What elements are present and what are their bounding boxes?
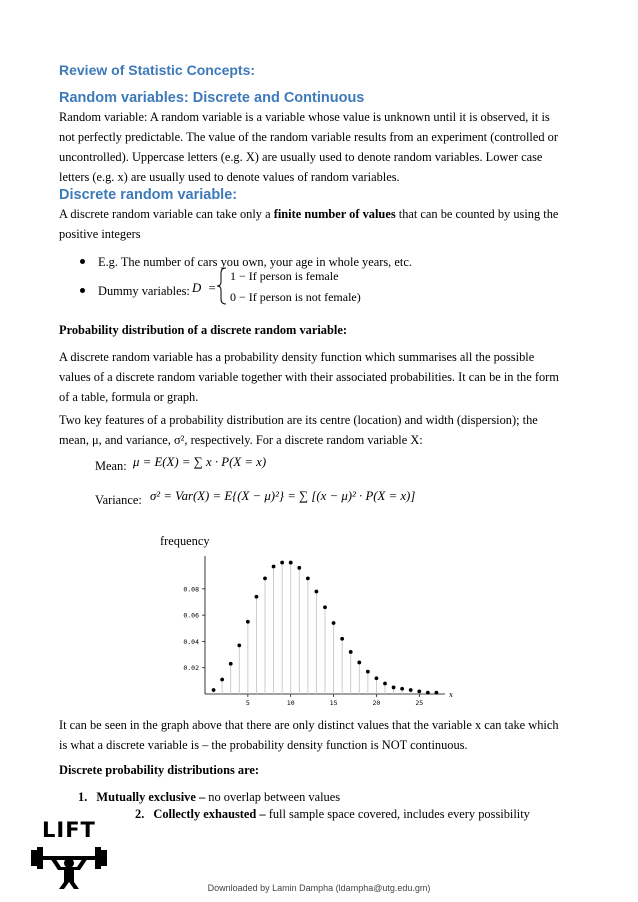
random-variable-paragraph (59, 107, 599, 187)
bold-text-run: Mutually exclusive – (96, 790, 206, 804)
data-point (289, 561, 293, 565)
dummy-case-1: 1 − If person is female (230, 269, 339, 283)
text-run: full sample space covered, includes every possibility (265, 807, 530, 821)
text-run: no overlap between values (205, 790, 341, 804)
paragraph-line: letters (e.g. x) are usually used to denote values of random variables. (59, 170, 400, 184)
data-point (400, 687, 404, 691)
paragraph-line: is what a discrete variable is – the probability density function is NOT continuous. (59, 738, 468, 752)
section-heading-discrete-random-variable: Discrete random variable: (59, 187, 238, 203)
bullet-item-cars: E.g. The number of cars you own, your age in whole years, etc. (98, 255, 412, 269)
list-number: 1. (78, 790, 88, 804)
data-point (426, 691, 430, 695)
discrete-paragraph (59, 204, 599, 244)
data-point (332, 621, 336, 625)
section-heading-discrete-distributions: Discrete probability distributions are: (59, 763, 259, 777)
data-point (315, 590, 319, 594)
bullet-item-dummy-label: Dummy variables: (98, 284, 190, 298)
mean-label: Mean: (95, 459, 127, 473)
paragraph-line: It can be seen in the graph above that there are only distinct values that the variable x can take which (59, 718, 559, 732)
x-tick-label: 15 (329, 699, 338, 707)
data-point (349, 650, 353, 654)
data-point (272, 565, 276, 569)
bold-text-run: finite number of values (273, 207, 396, 221)
y-tick-label: 0.06 (183, 611, 199, 620)
list-item-collectly-exhausted (135, 804, 530, 824)
data-point (246, 620, 250, 624)
x-tick-label: 10 (286, 699, 295, 707)
section-heading-probability-distribution: Probability distribution of a discrete random variable: (59, 323, 347, 337)
pdf-paragraph (59, 347, 599, 407)
paragraph-line: not perfectly predictable. The value of the random variable results from an experiment (controlled or (59, 130, 558, 144)
data-point (340, 637, 344, 641)
data-point (417, 689, 421, 693)
x-axis-label: x (449, 691, 453, 699)
paragraph-line: uncontrolled). Uppercase letters (e.g. X) are usually used to denote random variables. Lower case (59, 150, 543, 164)
y-tick-label: 0.04 (183, 637, 199, 646)
data-point (306, 576, 310, 580)
paragraph-line: values of a discrete random variable together with their associated probabilities. It can be in the form (59, 370, 559, 384)
data-point (220, 678, 224, 682)
data-point (255, 595, 259, 599)
mean-formula: μ = E(X) = ∑ x · P(X = x) (133, 455, 267, 469)
x-tick-label: 20 (372, 699, 381, 707)
data-point (375, 676, 379, 680)
bold-text-run: Collectly exhausted – (153, 807, 266, 821)
paragraph-line: mean, μ, and variance, σ², respectively. For a discrete random variable X: (59, 433, 423, 447)
data-point (297, 566, 301, 570)
data-point (383, 682, 387, 686)
section-heading-random-variables: Random variables: Discrete and Continuous (59, 90, 365, 106)
text-run: A discrete random variable can take only a (59, 207, 274, 221)
paragraph-line: positive integers (59, 227, 141, 241)
data-point (280, 561, 284, 565)
data-point (409, 688, 413, 692)
paragraph-line: Random variable: A random variable is a variable whose value is unknown until it is observed, it is (59, 110, 550, 124)
x-tick-label: 5 (245, 699, 250, 707)
logo-text: LIFT (42, 818, 96, 842)
data-point (323, 605, 327, 609)
page-title: Review of Statistic Concepts: (59, 62, 256, 78)
data-point (392, 686, 396, 690)
data-point (263, 576, 267, 580)
dummy-variable-equation (192, 281, 216, 296)
chart-title: frequency (160, 534, 210, 548)
bullet-icon (80, 259, 85, 264)
data-point (435, 691, 439, 695)
paragraph-line (59, 204, 599, 224)
variance-formula: σ² = Var(X) = E{(X − μ)²} = ∑ [(x − μ)² · P(X = x)] (150, 489, 416, 503)
y-tick-label: 0.08 (183, 585, 199, 594)
paragraph-line: of a table, formula or graph. (59, 390, 199, 404)
x-tick-label: 25 (415, 699, 424, 707)
variance-label: Variance: (95, 493, 142, 507)
lift-logo (28, 818, 110, 890)
frequency-chart (175, 548, 455, 708)
data-point (237, 643, 241, 647)
math-symbol: = (208, 281, 216, 295)
text-run: that can be counted by using the (395, 207, 559, 221)
paragraph-line: A discrete random variable has a probability density function which summarises all the possible (59, 350, 535, 364)
paragraph-line: Two key features of a probability distribution are its centre (location) and width (dispersion); the (59, 413, 538, 427)
y-tick-label: 0.02 (183, 664, 199, 673)
dummy-case-2: 0 − If person is not female) (230, 290, 361, 304)
left-brace-icon (216, 266, 228, 306)
features-paragraph (59, 410, 599, 450)
list-number: 2. (135, 807, 145, 821)
data-point (229, 662, 233, 666)
data-point (212, 688, 216, 692)
bullet-icon (80, 288, 85, 293)
math-symbol: D (192, 281, 202, 295)
download-footer: Downloaded by Lamin Dampha (ldampha@utg.edu.gm) (207, 883, 431, 893)
data-point (357, 661, 361, 665)
data-point (366, 670, 370, 674)
conclusion-paragraph (59, 715, 599, 755)
